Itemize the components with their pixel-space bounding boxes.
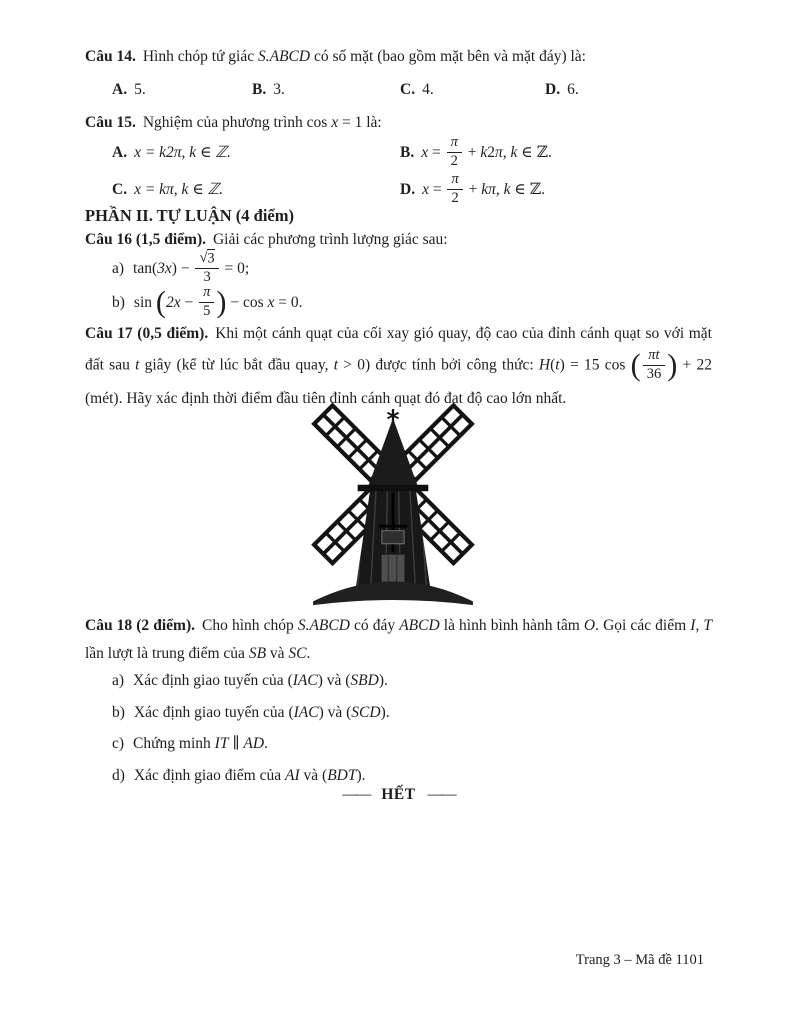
q15-options xyxy=(85,136,739,207)
radical-sign: √ xyxy=(199,250,208,267)
fraction-pi-over-5: $\frac{\pi}{5}$ xyxy=(199,285,214,319)
q14-text: Hình chóp tứ giác S.ABCD có số mặt (bao gồm mặt bên và mặt đáy) là: xyxy=(142,48,586,65)
fraction-sqrt3-over-3: $\frac{√3}{3}$ xyxy=(195,251,218,285)
q17-label: Câu 17 (0,5 điểm). xyxy=(85,325,209,342)
page-footer: Trang 3 – Mã đề 1101 xyxy=(575,952,704,968)
q18-item-c: c) Chứng minh IT ∥ AD. xyxy=(112,735,268,752)
q15-option-a: A. x = k2π, k ∈ ℤ. xyxy=(112,144,231,162)
end-marker xyxy=(85,786,712,804)
q18-question xyxy=(85,612,712,668)
q16-text: Giải các phương trình lượng giác sau: xyxy=(212,231,448,248)
q16-item-b-tag: b) xyxy=(112,294,125,311)
q15-text: Nghiệm của phương trình cos x = 1 là: xyxy=(142,114,382,131)
q14-option-d: D. 6. xyxy=(545,81,579,98)
q14-option-c: C. 4. xyxy=(400,81,434,98)
q14-option-a: A. 5. xyxy=(112,81,146,98)
left-paren: ( xyxy=(630,348,641,383)
windmill-svg xyxy=(300,396,486,607)
right-paren: ) xyxy=(667,348,678,383)
end-dash-right: —— xyxy=(427,786,455,803)
q18-item-d: d) Xác định giao điểm của AI và (BDT). xyxy=(112,766,366,784)
q15-label: Câu 15. xyxy=(85,114,136,131)
q14-options xyxy=(85,81,739,99)
q18-label: Câu 18 (2 điểm). xyxy=(85,617,196,634)
q16-label: Câu 16 (1,5 điểm). xyxy=(85,231,206,248)
q14-label: Câu 14. xyxy=(85,48,136,65)
fraction: $\frac{\pi}{2}$ xyxy=(447,135,462,169)
q15-option-c: C. x = kπ, k ∈ ℤ. xyxy=(112,180,224,198)
q14-option-b: B. 3. xyxy=(252,81,285,98)
end-label: HẾT xyxy=(381,786,416,803)
q16-item-b: b) sin (2x − $\frac{\pi}{5}$ ) − cos x = 0. xyxy=(112,284,303,320)
q18-item-a: a) Xác định giao tuyến của (IAC) và (SBD). xyxy=(112,672,388,689)
windmill-illustration xyxy=(300,396,486,612)
q15-question xyxy=(85,114,712,132)
q18-item-b: b) Xác định giao tuyến của (IAC) và (SCD). xyxy=(112,703,390,721)
right-paren: ) xyxy=(216,285,227,320)
q17-paragraph: Câu 17 (0,5 điểm). Khi một cánh quạt của cối xay gió quay, độ cao của đỉnh cánh quạt so với mặt đất sau t giây (kể từ lúc bắt đầu quay, t > 0) được tính bởi công thức: H(t) = 15 cos ( $\frac{\pi t}{36}$ ) + 22 (mét). Hãy xác định thời điểm đầu tiên đỉnh cánh quạt đó đạt độ cao lớn nhất. xyxy=(85,325,712,408)
q14-question xyxy=(85,48,712,66)
q16-item-a-tag: a) xyxy=(112,260,125,277)
q16-item-a: a) tan(3x) − $\frac{√3}{3}$ = 0; xyxy=(112,250,250,285)
q18-items xyxy=(85,668,739,794)
part2-title: PHẦN II. TỰ LUẬN (4 điểm) xyxy=(85,206,294,225)
q15-option-b: B. x = $\frac{\pi}{2}$ + k2π, k ∈ ℤ. xyxy=(400,134,552,169)
q18-paragraph: Câu 18 (2 điểm). Cho hình chóp S.ABCD có đáy ABCD là hình bình hành tâm O. Gọi các điểm I, T lần lượt là trung điểm của SB và SC. xyxy=(85,617,713,662)
fraction-pit-over-36: $\frac{\pi t}{36}$ xyxy=(643,348,666,382)
fraction: $\frac{\pi}{2}$ xyxy=(447,172,462,206)
q15-option-d: D. x = $\frac{\pi}{2}$ + kπ, k ∈ ℤ. xyxy=(400,170,545,206)
left-paren: ( xyxy=(155,285,166,320)
q16-question xyxy=(85,231,712,249)
end-dash-left: —— xyxy=(342,786,370,803)
